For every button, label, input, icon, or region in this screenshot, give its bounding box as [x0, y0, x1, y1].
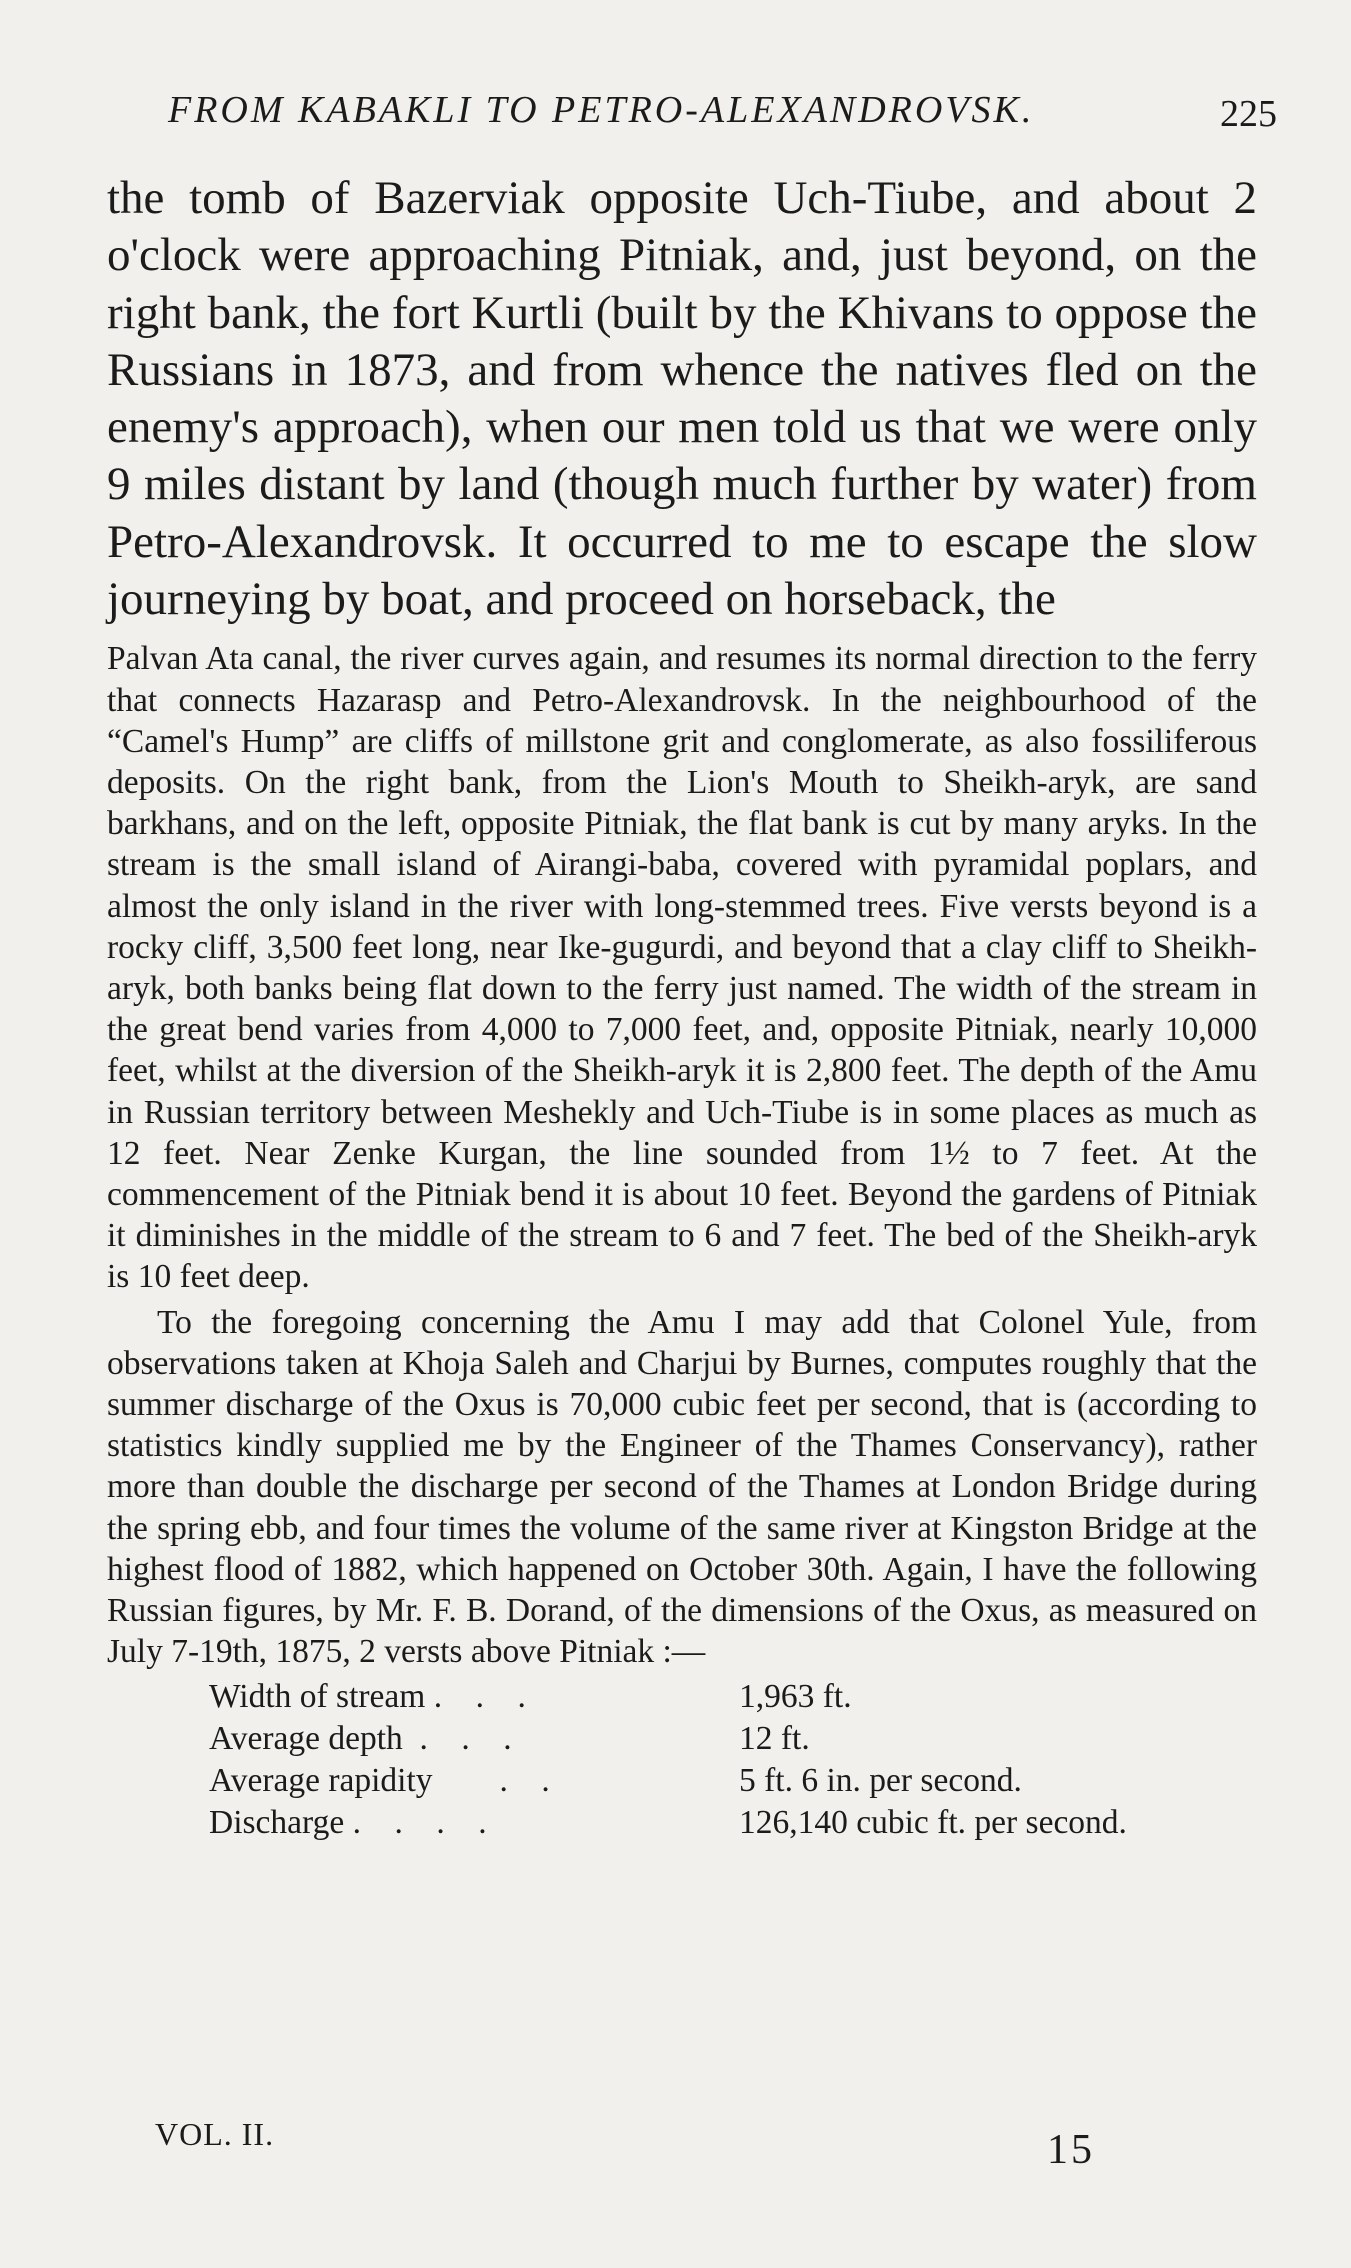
- dimension-value: 1,963 ft.: [739, 1678, 852, 1716]
- dimension-label: Average rapidity . .: [209, 1762, 550, 1800]
- dimension-value: 12 ft.: [739, 1720, 810, 1758]
- dimension-label: Average depth . . .: [209, 1720, 512, 1758]
- dimension-row: [209, 1718, 1219, 1760]
- dimension-label: Width of stream . . .: [209, 1678, 526, 1716]
- oxus-dimensions-table: [209, 1676, 1219, 1844]
- page-body: [107, 170, 1257, 1844]
- footnote-paragraph-1: Palvan Ata canal, the river curves again, and resumes its normal direction to the ferry that connects Hazarasp and Petro-Alexandrovsk. In the neighbourhood of the “Camel's Hump” are cliffs of millstone grit and conglomerate, as also fossiliferous deposits. On the right bank, from the Lion's Mouth to Sheikh-aryk, are sand barkhans, and on the left, opposite Pitniak, the flat bank is cut by many aryks. In the stream is the small island of Airangi-baba, covered with pyramidal poplars, and almost the only island in the river with long-stemmed trees. Five versts beyond is a rocky cliff, 3,500 feet long, near Ike-gugurdi, and beyond that a clay cliff to Sheikh-aryk, both banks being flat down to the ferry just named. The width of the stream in the great bend varies from 4,000 to 7,000 feet, and, opposite Pitniak, nearly 10,000 feet, whilst at the diversion of the Sheikh-aryk it is 2,800 feet. The depth of the Amu in Russian territory between Meshekly and Uch-Tiube is in some places as much as 12 feet. Near Zenke Kurgan, the line sounded from 1½ to 7 feet. At the commencement of the Pitniak bend it is about 10 feet. Beyond the gardens of Pitniak it diminishes in the middle of the stream to 6 and 7 feet. The bed of the Sheikh-aryk is 10 feet deep.: [107, 640, 1257, 1296]
- main-paragraph: the tomb of Bazerviak opposite Uch-Tiube, and about 2 o'clock were approaching Pitniak, and, just beyond, on the right bank, the fort Kurtli (built by the Khivans to oppose the Russians in 1873, and from whence the natives fled on the enemy's approach), when our men told us that we were only 9 miles distant by land (though much further by water) from Petro-Alexandrovsk. It occurred to me to escape the slow journeying by boat, and proceed on horseback, the: [107, 172, 1257, 626]
- dimension-row: [209, 1676, 1219, 1718]
- dimension-label: Discharge . . . .: [209, 1804, 487, 1842]
- dimension-value: 5 ft. 6 in. per second.: [739, 1762, 1022, 1800]
- dimension-row: [209, 1802, 1219, 1844]
- volume-label: VOL. II.: [155, 2116, 275, 2152]
- footnote-paragraph-2: To the foregoing concerning the Amu I may add that Colonel Yule, from observations taken at Khoja Saleh and Charjui by Burnes, computes roughly that the summer discharge of the Oxus is 70,000 cubic feet per second, that is (according to statistics kindly supplied me by the Engineer of the Thames Conservancy), rather more than double the discharge per second of the Thames at London Bridge during the spring ebb, and four times the volume of the same river at Kingston Bridge at the highest flood of 1882, which happened on October 30th. Again, I have the following Russian figures, by Mr. F. B. Dorand, of the dimensions of the Oxus, as measured on July 7-19th, 1875, 2 versts above Pitniak :—: [107, 1303, 1257, 1671]
- page-header: [168, 88, 1277, 148]
- dimension-row: [209, 1760, 1219, 1802]
- page-number: 225: [1220, 93, 1277, 135]
- running-head: FROM KABAKLI TO PETRO-ALEXANDROVSK.: [168, 89, 1035, 131]
- signature-mark: 15: [1047, 2127, 1095, 2173]
- dimension-value: 126,140 cubic ft. per second.: [739, 1804, 1127, 1842]
- page-footer: [155, 2116, 1115, 2176]
